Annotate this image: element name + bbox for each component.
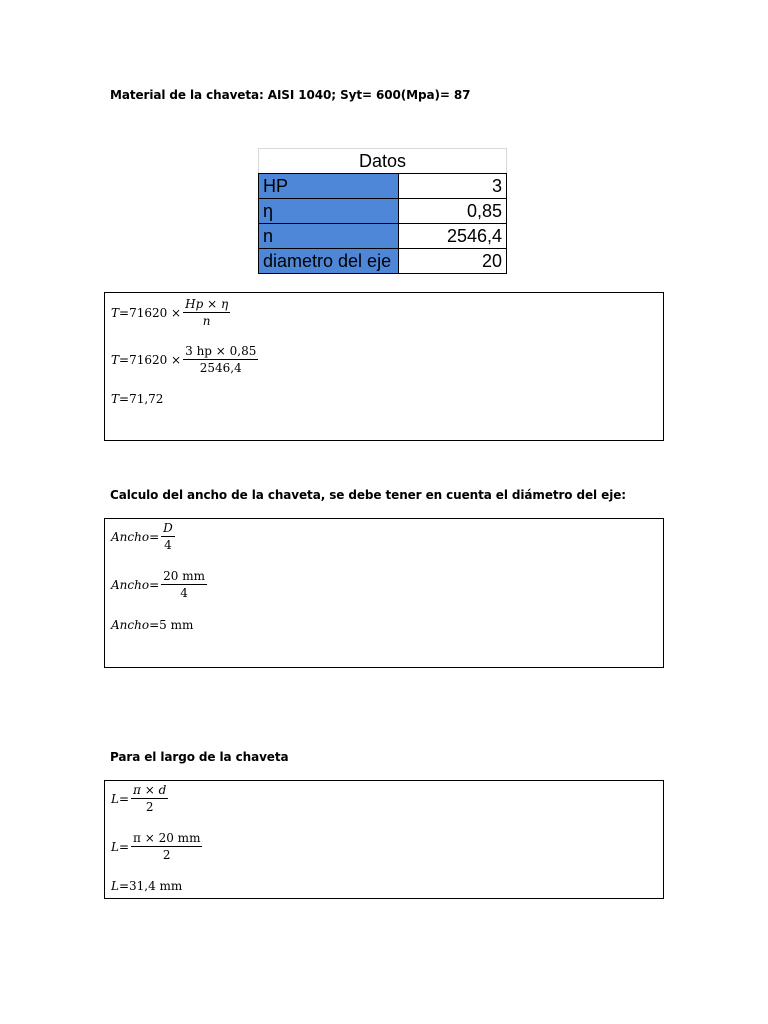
table-row xyxy=(259,224,507,249)
ancho-equation-2: Ancho = $\frac{20 mm}{4}$ xyxy=(111,569,205,600)
torque-equation-1 xyxy=(111,297,230,328)
ancho-fraction xyxy=(161,521,175,552)
row-value-eta: 0,85 xyxy=(399,199,507,224)
row-label-diametro: diametro del eje xyxy=(259,249,399,274)
torque-fraction xyxy=(183,344,258,375)
row-value-hp: 3 xyxy=(399,174,507,199)
fraction-denominator: n xyxy=(202,314,211,328)
fraction-denominator: 2 xyxy=(162,848,171,862)
table-row xyxy=(259,199,507,224)
torque-equation-box xyxy=(104,292,664,441)
largo-result xyxy=(111,879,182,893)
torque-equation-2 xyxy=(111,344,258,375)
torque-lhs: T xyxy=(111,352,120,367)
fraction-denominator: 2546,4 xyxy=(199,361,242,375)
datos-title-row xyxy=(259,149,507,174)
fraction-numerator: D xyxy=(163,521,173,535)
row-value-n: 2546,4 xyxy=(399,224,507,249)
row-value-diametro: 20 xyxy=(399,249,507,274)
fraction-numerator: π × d xyxy=(133,783,167,797)
row-label-eta: η xyxy=(259,199,399,224)
torque-result xyxy=(111,392,163,406)
fraction-numerator: 20 mm xyxy=(163,569,205,583)
ancho-equation-1: Ancho = $\frac{D}{4}$ xyxy=(111,521,173,552)
table-row xyxy=(259,249,507,274)
fraction-numerator: 3 hp × 0,85 xyxy=(185,344,257,358)
fraction-denominator: 4 xyxy=(180,586,188,600)
largo-fraction xyxy=(131,783,168,814)
torque-lhs: T xyxy=(111,392,120,406)
ancho-lhs: Ancho xyxy=(111,618,150,632)
torque-coef: =71620 × xyxy=(119,305,182,320)
fraction-denominator: 2 xyxy=(145,800,154,814)
torque-rhs: =71,72 xyxy=(119,392,164,406)
table-row xyxy=(259,174,507,199)
ancho-lhs: Ancho xyxy=(111,529,150,544)
ancho-lhs: Ancho xyxy=(111,577,150,592)
largo-fraction xyxy=(131,831,202,862)
largo-equation-box xyxy=(104,780,664,899)
largo-rhs: =31,4 mm xyxy=(118,879,183,893)
torque-coef: =71620 × xyxy=(119,352,182,367)
ancho-heading: Calculo del ancho de la chaveta, se debe tener en cuenta el diámetro del eje: xyxy=(110,488,626,502)
largo-lhs: L xyxy=(111,879,119,893)
largo-equation-1: L = $\frac{\pi \times d}{2}$ xyxy=(111,783,167,814)
row-label-hp: HP xyxy=(259,174,399,199)
datos-title: Datos xyxy=(259,149,507,174)
ancho-equation-box xyxy=(104,518,664,668)
ancho-result xyxy=(111,618,193,632)
fraction-denominator: 4 xyxy=(164,538,172,552)
torque-fraction xyxy=(183,297,230,328)
ancho-rhs: =5 mm xyxy=(149,618,194,632)
largo-heading: Para el largo de la chaveta xyxy=(110,750,289,764)
largo-equation-2: L = $\frac{\pi \times 20 mm}{2}$ xyxy=(111,831,201,862)
row-label-n: n xyxy=(259,224,399,249)
material-heading: Material de la chaveta: AISI 1040; Syt= 600(Mpa)= 87 xyxy=(110,88,471,102)
largo-lhs: L xyxy=(111,791,119,806)
ancho-fraction xyxy=(161,569,207,600)
fraction-numerator: Hp × η xyxy=(185,297,229,311)
largo-lhs: L xyxy=(111,839,119,854)
datos-table xyxy=(258,148,507,274)
fraction-numerator: π × 20 mm xyxy=(133,831,201,845)
torque-lhs: T xyxy=(111,305,120,320)
